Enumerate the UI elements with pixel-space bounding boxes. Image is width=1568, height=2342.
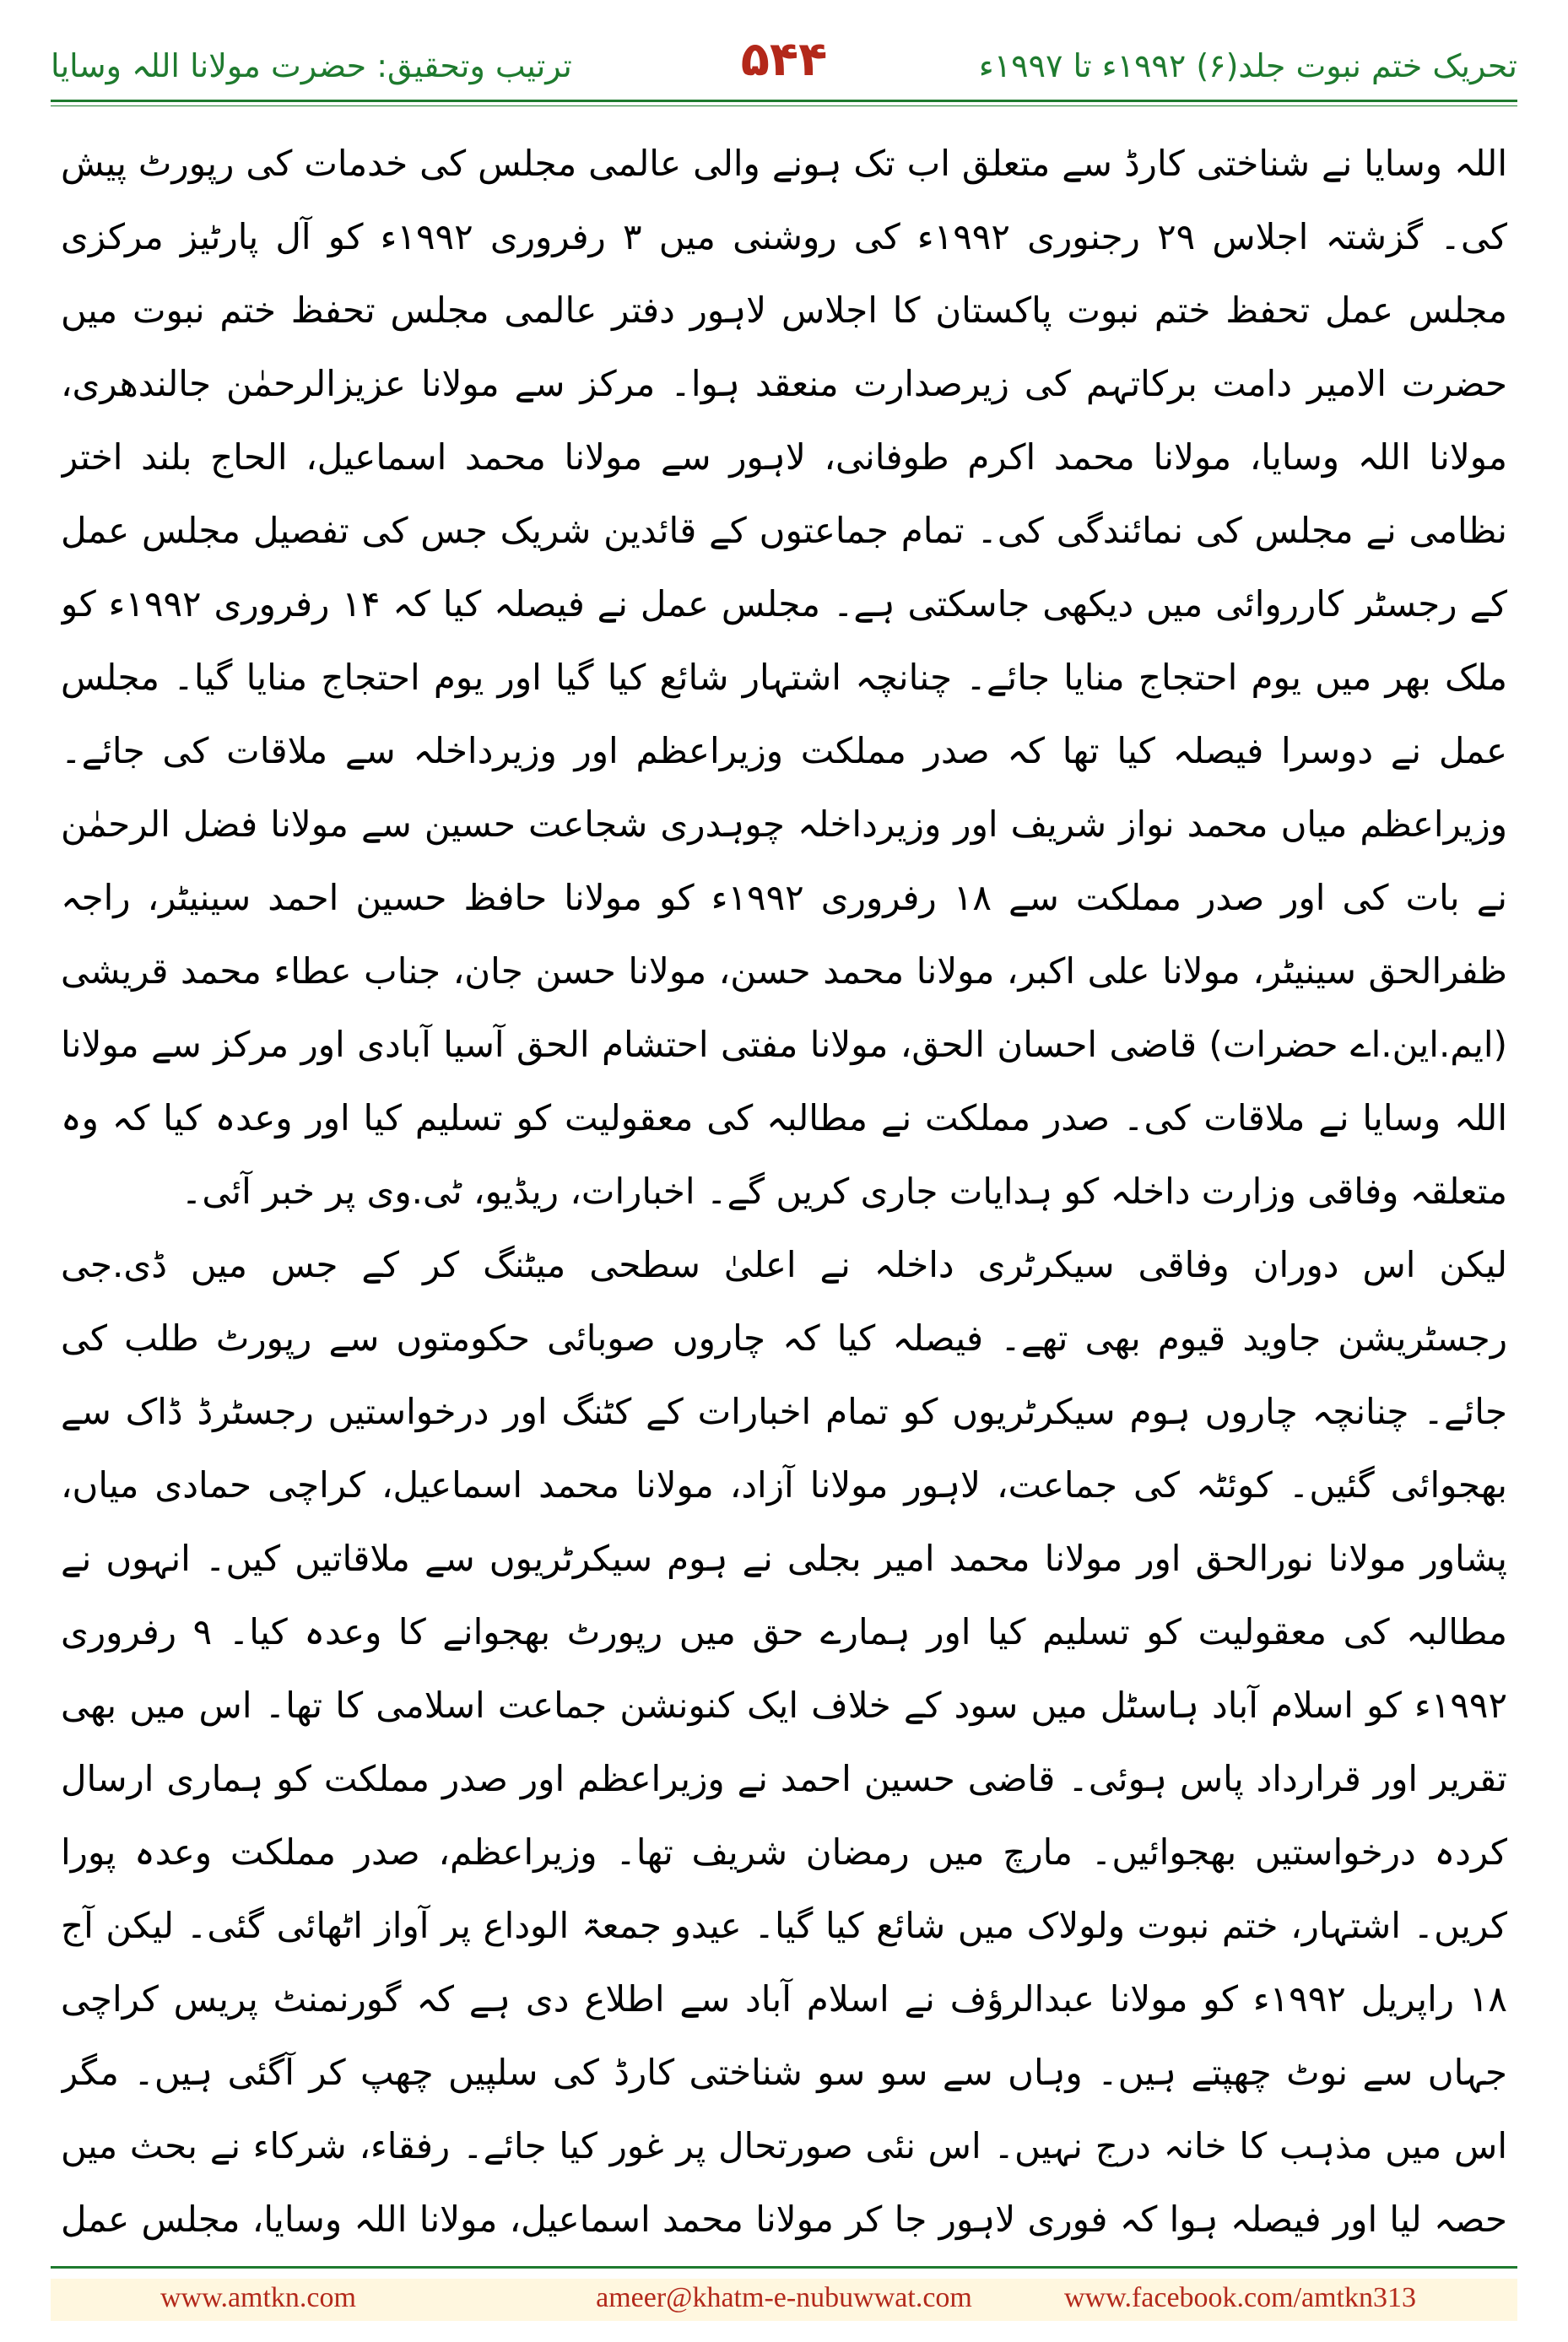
- email-link[interactable]: ameer@khatm-e-nubuwwat.com: [596, 2282, 972, 2313]
- paragraph-2: لیکن اس دوران وفاقی سیکرٹری داخلہ نے اعلیٰ سطحی میٹنگ کر کے جس میں ڈی.جی رجسٹریشن جاوید قیوم بھی تھے۔ فیصلہ کیا کہ چاروں صوبائی حکومتوں سے رپورٹ طلب کی جائے۔ چنانچہ چاروں ہوم سیکرٹریوں کو تمام اخبارات کے کٹنگ اور درخواستیں رجسٹرڈ ڈاک سے بھجوائی گئیں۔ کوئٹہ کی جماعت، لاہور مولانا آزاد، مولانا محمد اسماعیل، کراچی حمادی میاں، پشاور مولانا نورالحق اور مولانا محمد امیر بجلی نے ہوم سیکرٹریوں سے ملاقاتیں کیں۔ انہوں نے مطالبہ کی معقولیت کو تسلیم کیا اور ہمارے حق میں رپورٹ بھجوانے کا وعدہ کیا۔ ۹ رفروری ۱۹۹۲ء کو اسلام آباد ہاسٹل میں سود کے خلاف ایک کنونشن جماعت اسلامی کا تھا۔ اس میں بھی تقریر اور قرارداد پاس ہوئی۔ قاضی حسین احمد نے وزیراعظم اور صدر مملکت کو ہماری ارسال کردہ درخواستیں بھجوائیں۔ مارچ میں رمضان شریف تھا۔ وزیراعظم، صدر مملکت وعدہ پورا کریں۔ اشتہار، ختم نبوت ولولاک میں شائع کیا گیا۔ عیدو جمعۃ الوداع پر آواز اٹھائی گئی۔ لیکن آج ۱۸ راپریل ۱۹۹۲ء کو مولانا عبدالرؤف نے اسلام آباد سے اطلاع دی ہے کہ گورنمنٹ پریس کراچی جہاں سے نوٹ چھپتے ہیں۔ وہاں سے سو سو شناختی کارڈ کی سلپیں چھپ کر آگئی ہیں۔ مگر اس میں مذہب کا خانہ درج نہیں۔ اس نئی صورتحال پر غور کیا جائے۔ رفقاء، شرکاء نے بحث میں حصہ لیا اور فیصلہ ہوا کہ فوری لاہور جا کر مولانا محمد اسماعیل، مولانا اللہ وسایا، مجلس عمل: [61, 1244, 1507, 2240]
- page-header: [51, 25, 1517, 110]
- compiler-credit: ترتیب وتحقیق: حضرت مولانا اللہ وسایا: [51, 47, 572, 84]
- paragraph-1: اللہ وسایا نے شناختی کارڈ سے متعلق اب تک ہونے والی عالمی مجلس کی خدمات کی رپورٹ پیش کی۔ گزشتہ اجلاس ۲۹ رجنوری ۱۹۹۲ء کی روشنی میں ۳ رفروری ۱۹۹۲ء کو آل پارٹیز مرکزی مجلس عمل تحفظ ختم نبوت پاکستان کا اجلاس لاہور دفتر عالمی مجلس تحفظ ختم نبوت میں حضرت الامیر دامت برکاتہم کی زیرصدارت منعقد ہوا۔ مرکز سے مولانا عزیزالرحمٰن جالندھری، مولانا اللہ وسایا، مولانا محمد اکرم طوفانی، لاہور سے مولانا محمد اسماعیل، الحاج بلند اختر نظامی نے مجلس کی نمائندگی کی۔ تمام جماعتوں کے قائدین شریک جس کی تفصیل مجلس عمل کے رجسٹر کارروائی میں دیکھی جاسکتی ہے۔ مجلس عمل نے فیصلہ کیا کہ ۱۴ رفروری ۱۹۹۲ء کو ملک بھر میں یوم احتجاج منایا جائے۔ چنانچہ اشتہار شائع کیا گیا اور یوم احتجاج منایا گیا۔ مجلس عمل نے دوسرا فیصلہ کیا تھا کہ صدر مملکت وزیراعظم اور وزیرداخلہ سے ملاقات کی جائے۔ وزیراعظم میاں محمد نواز شریف اور وزیرداخلہ چوہدری شجاعت حسین سے مولانا فضل الرحمٰن نے بات کی اور صدر مملکت سے ۱۸ رفروری ۱۹۹۲ء کو مولانا حافظ حسین احمد سینیٹر، راجہ ظفرالحق سینیٹر، مولانا علی اکبر، مولانا محمد حسن، مولانا حسن جان، جناب عطاء محمد قریشی (ایم.این.اے حضرات) قاضی احسان الحق، مولانا مفتی احتشام الحق آسیا آبادی اور مرکز سے مولانا اللہ وسایا نے ملاقات کی۔ صدر مملکت نے مطالبہ کی معقولیت کو تسلیم کیا اور وعدہ کیا کہ وہ متعلقہ وفاقی وزارت داخلہ کو ہدایات جاری کریں گے۔ اخبارات، ریڈیو، ٹی.وی پر خبر آئی۔: [61, 143, 1507, 1212]
- page-footer: [51, 2279, 1517, 2321]
- page-body: [61, 127, 1507, 2249]
- book-title: تحریک ختم نبوت جلد(۶) ۱۹۹۲ء تا ۱۹۹۷ء: [978, 47, 1517, 84]
- page-number: ۵۴۴: [740, 32, 828, 87]
- website-link[interactable]: www.amtkn.com: [160, 2282, 356, 2313]
- header-divider: [51, 100, 1517, 102]
- facebook-link[interactable]: www.facebook.com/amtkn313: [1063, 2282, 1416, 2313]
- footer-divider: [51, 2266, 1517, 2269]
- header-divider-thin: [51, 105, 1517, 106]
